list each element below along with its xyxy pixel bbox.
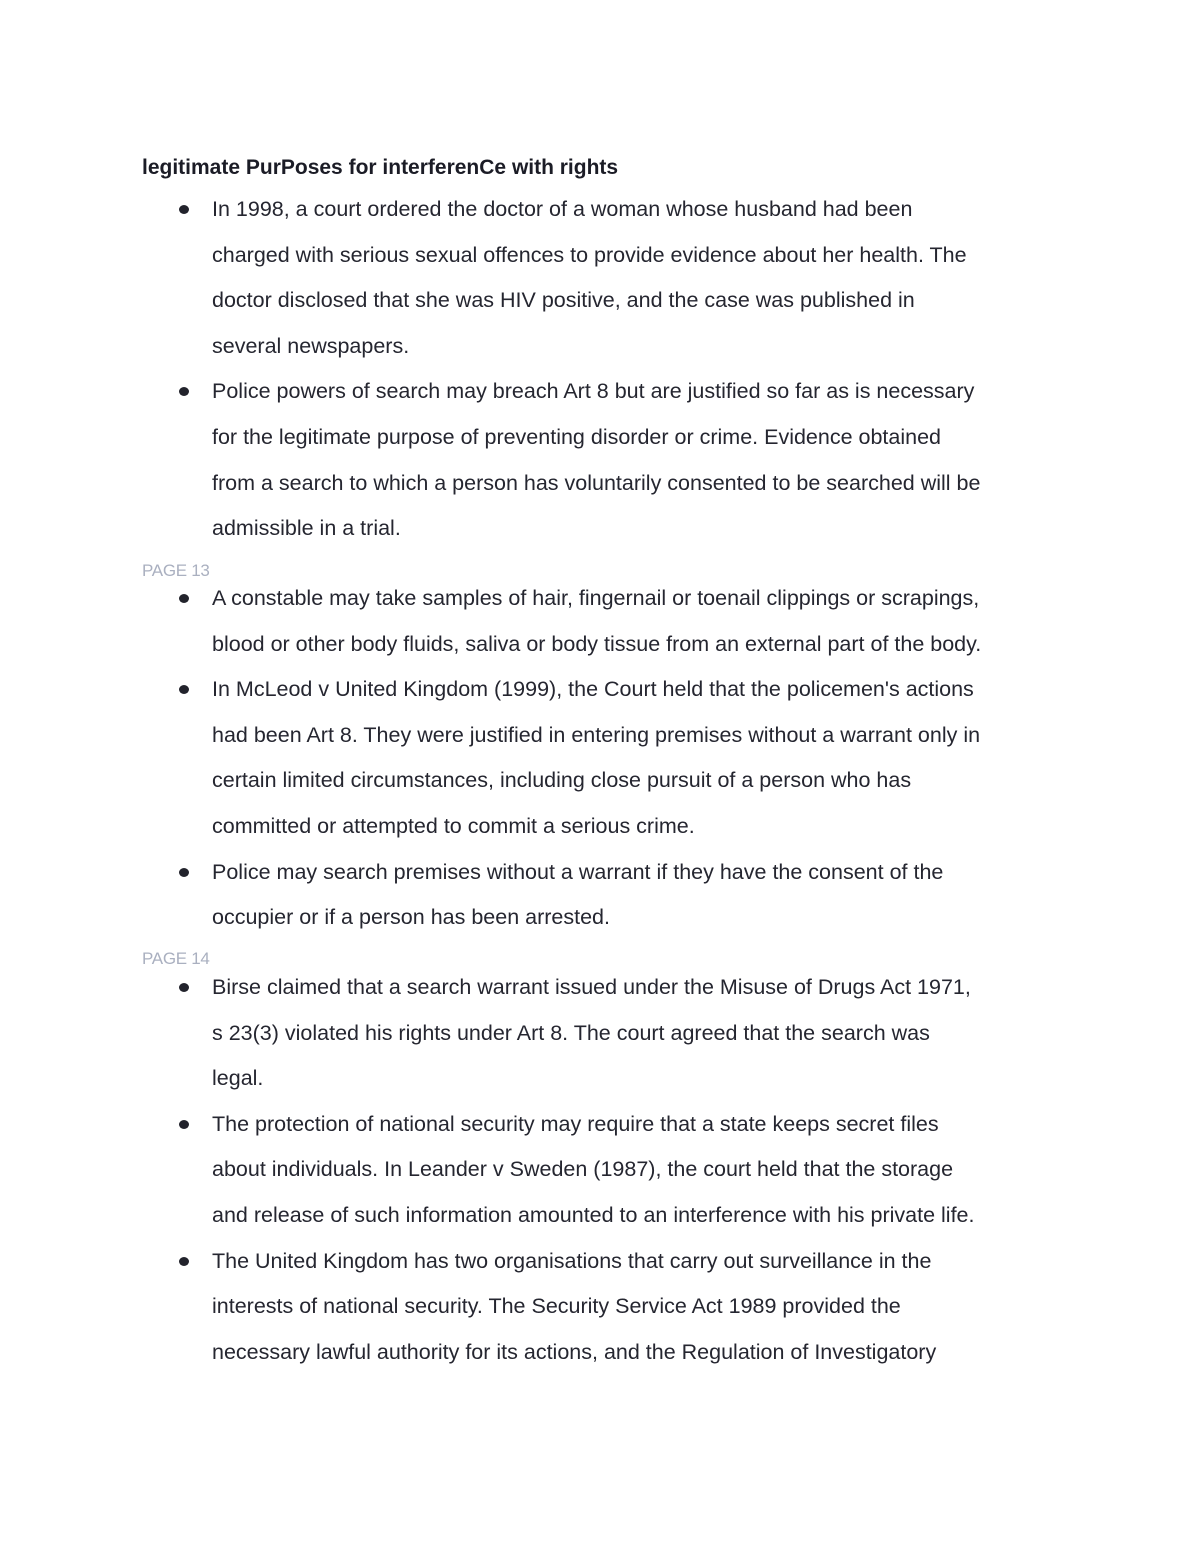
bullet-line: A constable may take samples of hair, fingernail or toenail clippings or scrapings, xyxy=(212,586,980,610)
section-heading: legitimate PurPoses for interferenCe with rights xyxy=(142,156,619,179)
bullet-line: blood or other body fluids, saliva or body tissue from an external part of the body. xyxy=(212,631,982,656)
bullet-line: had been Art 8. They were justified in entering premises without a warrant only in xyxy=(212,722,981,747)
bullet-line: In 1998, a court ordered the doctor of a woman whose husband had been xyxy=(212,197,913,221)
bullet-line: interests of national security. The Security Service Act 1989 provided the xyxy=(212,1294,901,1319)
bullet-list-section-3 xyxy=(0,965,1200,1375)
bullet-icon xyxy=(179,868,189,877)
bullet-line: certain limited circumstances, including close pursuit of a person who has xyxy=(212,768,912,793)
list-item xyxy=(0,576,1072,667)
bullet-icon xyxy=(179,594,189,603)
list-item xyxy=(0,850,1072,941)
bullet-line: The protection of national security may require that a state keeps secret files xyxy=(212,1111,939,1136)
bullet-icon xyxy=(179,1257,189,1266)
bullet-line: and release of such information amounted to an interference with his private life. xyxy=(212,1202,975,1227)
bullet-line: committed or attempted to commit a serious crime. xyxy=(212,813,695,838)
bullet-line: The United Kingdom has two organisations that carry out surveillance in the xyxy=(212,1248,932,1273)
bullet-line: Police may search premises without a warrant if they have the consent of the xyxy=(212,859,944,884)
bullet-line: Birse claimed that a search warrant issued under the Misuse of Drugs Act 1971, xyxy=(212,975,971,999)
bullet-icon xyxy=(179,983,189,992)
list-item xyxy=(0,667,1072,849)
bullet-line: occupier or if a person has been arrested. xyxy=(212,905,610,930)
bullet-line: In McLeod v United Kingdom (1999), the Court held that the policemen's actions xyxy=(212,677,974,702)
bullet-line: about individuals. In Leander v Sweden (1987), the court held that the storage xyxy=(212,1157,954,1182)
bullet-line: legal. xyxy=(212,1066,264,1091)
bullet-line: from a search to which a person has voluntarily consented to be searched will be xyxy=(212,470,981,495)
bullet-list-section-2 xyxy=(0,576,1200,941)
bullet-list-section-1 xyxy=(0,187,1200,552)
bullet-line: doctor disclosed that she was HIV positive, and the case was published in xyxy=(212,288,915,313)
bullet-icon xyxy=(179,387,189,396)
list-item xyxy=(0,965,1072,1102)
list-item xyxy=(0,1102,1072,1239)
page-number-marker: PAGE 14 xyxy=(142,949,210,968)
bullet-line: Police powers of search may breach Art 8 but are justified so far as is necessary xyxy=(212,379,975,404)
bullet-icon xyxy=(179,685,189,694)
list-item xyxy=(0,369,1072,551)
bullet-line: for the legitimate purpose of preventing disorder or crime. Evidence obtained xyxy=(212,424,942,449)
bullet-line: several newspapers. xyxy=(212,333,410,358)
bullet-line: charged with serious sexual offences to provide evidence about her health. The xyxy=(212,242,967,267)
bullet-line: admissible in a trial. xyxy=(212,516,401,541)
page-number-marker: PAGE 13 xyxy=(142,561,210,580)
list-item xyxy=(0,187,1072,369)
bullet-line: necessary lawful authority for its actions, and the Regulation of Investigatory xyxy=(212,1339,937,1364)
bullet-icon xyxy=(179,205,189,214)
bullet-icon xyxy=(179,1120,189,1129)
bullet-line: s 23(3) violated his rights under Art 8. The court agreed that the search was xyxy=(212,1020,930,1045)
list-item xyxy=(0,1239,1072,1376)
